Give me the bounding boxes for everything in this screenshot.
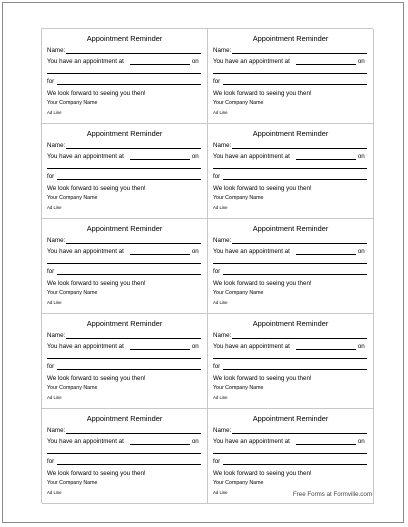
time-blank-line[interactable]: [296, 247, 356, 255]
card-title: Appointment Reminder: [86, 34, 163, 43]
for-row: [47, 266, 201, 275]
time-blank-line[interactable]: [296, 57, 356, 65]
card-title: Appointment Reminder: [252, 224, 329, 233]
on-label: on: [191, 153, 199, 160]
name-blank-line[interactable]: [232, 141, 367, 149]
card-title: Appointment Reminder: [252, 34, 329, 43]
appointment-row: [213, 436, 367, 445]
time-blank-line[interactable]: [130, 247, 190, 255]
name-label: Name:: [47, 427, 66, 434]
for-label: for: [213, 363, 221, 370]
name-label: Name:: [47, 332, 66, 339]
on-label: on: [357, 343, 365, 350]
reminder-card: [208, 219, 374, 314]
company-name: Your Company Name: [213, 290, 264, 296]
ad-line: Ad Line: [213, 395, 228, 400]
appointment-label: You have an appointment at: [213, 343, 290, 350]
for-row: [47, 361, 201, 370]
for-label: for: [213, 173, 221, 180]
ad-line: Ad Line: [213, 205, 228, 210]
for-label: for: [47, 458, 55, 465]
name-row: [47, 425, 201, 434]
card-title: Appointment Reminder: [86, 414, 163, 423]
ad-line: Ad Line: [47, 110, 62, 115]
reminder-card: [208, 29, 374, 124]
closing-message: We look forward to seeing you then!: [213, 375, 312, 382]
reminder-card: [42, 124, 208, 219]
name-row: [47, 235, 201, 244]
ad-line: Ad Line: [47, 205, 62, 210]
name-label: Name:: [47, 237, 66, 244]
on-label: on: [191, 343, 199, 350]
closing-message: We look forward to seeing you then!: [47, 470, 146, 477]
time-blank-line[interactable]: [130, 152, 190, 160]
appointment-label: You have an appointment at: [213, 153, 290, 160]
appointment-row: [47, 436, 201, 445]
appointment-label: You have an appointment at: [47, 153, 124, 160]
appointment-row: [213, 56, 367, 65]
name-label: Name:: [213, 332, 232, 339]
name-row: [213, 235, 367, 244]
card-title: Appointment Reminder: [86, 129, 163, 138]
on-label: on: [357, 438, 365, 445]
name-label: Name:: [213, 142, 232, 149]
appointment-label: You have an appointment at: [47, 58, 124, 65]
for-label: for: [47, 173, 55, 180]
appointment-label: You have an appointment at: [213, 248, 290, 255]
closing-message: We look forward to seeing you then!: [47, 280, 146, 287]
card-title: Appointment Reminder: [252, 129, 329, 138]
reminder-card: [208, 124, 374, 219]
footer-credit: Free Forms at Formville.com: [292, 491, 372, 498]
date-blank-line[interactable]: [47, 358, 201, 359]
for-label: for: [47, 363, 55, 370]
on-label: on: [357, 248, 365, 255]
name-row: [47, 140, 201, 149]
form-sheet: [2, 2, 404, 523]
date-blank-line[interactable]: [213, 358, 367, 359]
name-blank-line[interactable]: [66, 331, 201, 339]
name-blank-line[interactable]: [66, 141, 201, 149]
date-blank-line[interactable]: [213, 73, 367, 74]
for-row: [47, 171, 201, 180]
ad-line: Ad Line: [47, 395, 62, 400]
purpose-blank-line[interactable]: [57, 457, 201, 465]
appointment-label: You have an appointment at: [47, 248, 124, 255]
company-name: Your Company Name: [213, 480, 264, 486]
for-label: for: [47, 78, 55, 85]
purpose-blank-line[interactable]: [57, 267, 201, 275]
appointment-row: [47, 341, 201, 350]
time-blank-line[interactable]: [130, 342, 190, 350]
time-blank-line[interactable]: [296, 152, 356, 160]
closing-message: We look forward to seeing you then!: [213, 90, 312, 97]
on-label: on: [191, 438, 199, 445]
time-blank-line[interactable]: [130, 437, 190, 445]
time-blank-line[interactable]: [296, 342, 356, 350]
name-blank-line[interactable]: [232, 331, 367, 339]
reminder-card-grid: [41, 28, 373, 503]
purpose-blank-line[interactable]: [223, 172, 367, 180]
purpose-blank-line[interactable]: [223, 267, 367, 275]
date-blank-line[interactable]: [47, 453, 201, 454]
date-blank-line[interactable]: [213, 263, 367, 264]
name-row: [213, 45, 367, 54]
for-row: [213, 456, 367, 465]
name-label: Name:: [47, 142, 66, 149]
reminder-card: [42, 409, 208, 504]
appointment-label: You have an appointment at: [47, 438, 124, 445]
company-name: Your Company Name: [47, 480, 98, 486]
reminder-card: [42, 29, 208, 124]
closing-message: We look forward to seeing you then!: [47, 375, 146, 382]
name-blank-line[interactable]: [232, 426, 367, 434]
appointment-row: [47, 151, 201, 160]
for-label: for: [213, 458, 221, 465]
ad-line: Ad Line: [213, 490, 228, 495]
company-name: Your Company Name: [47, 100, 98, 106]
company-name: Your Company Name: [47, 290, 98, 296]
purpose-blank-line[interactable]: [223, 77, 367, 85]
closing-message: We look forward to seeing you then!: [213, 470, 312, 477]
appointment-label: You have an appointment at: [213, 438, 290, 445]
for-row: [213, 266, 367, 275]
name-row: [47, 330, 201, 339]
closing-message: We look forward to seeing you then!: [47, 90, 146, 97]
name-blank-line[interactable]: [66, 426, 201, 434]
appointment-label: You have an appointment at: [47, 343, 124, 350]
for-row: [213, 361, 367, 370]
appointment-row: [47, 56, 201, 65]
name-blank-line[interactable]: [232, 46, 367, 54]
ad-line: Ad Line: [47, 490, 62, 495]
for-row: [213, 171, 367, 180]
on-label: on: [191, 58, 199, 65]
name-blank-line[interactable]: [66, 236, 201, 244]
reminder-card: [42, 314, 208, 409]
for-label: for: [213, 268, 221, 275]
on-label: on: [357, 153, 365, 160]
date-blank-line[interactable]: [47, 168, 201, 169]
name-blank-line[interactable]: [232, 236, 367, 244]
appointment-row: [213, 246, 367, 255]
closing-message: We look forward to seeing you then!: [47, 185, 146, 192]
purpose-blank-line[interactable]: [57, 77, 201, 85]
reminder-card: [42, 219, 208, 314]
time-blank-line[interactable]: [130, 57, 190, 65]
date-blank-line[interactable]: [213, 168, 367, 169]
card-title: Appointment Reminder: [86, 319, 163, 328]
company-name: Your Company Name: [213, 385, 264, 391]
name-row: [47, 45, 201, 54]
for-row: [47, 76, 201, 85]
name-label: Name:: [213, 237, 232, 244]
date-blank-line[interactable]: [213, 453, 367, 454]
name-row: [213, 425, 367, 434]
for-label: for: [47, 268, 55, 275]
name-label: Name:: [47, 47, 66, 54]
purpose-blank-line[interactable]: [223, 457, 367, 465]
company-name: Your Company Name: [47, 195, 98, 201]
name-blank-line[interactable]: [66, 46, 201, 54]
date-blank-line[interactable]: [47, 263, 201, 264]
appointment-row: [47, 246, 201, 255]
name-label: Name:: [213, 427, 232, 434]
purpose-blank-line[interactable]: [57, 172, 201, 180]
for-row: [213, 76, 367, 85]
time-blank-line[interactable]: [296, 437, 356, 445]
ad-line: Ad Line: [47, 300, 62, 305]
ad-line: Ad Line: [213, 300, 228, 305]
closing-message: We look forward to seeing you then!: [213, 280, 312, 287]
purpose-blank-line[interactable]: [223, 362, 367, 370]
for-row: [47, 456, 201, 465]
card-title: Appointment Reminder: [252, 414, 329, 423]
appointment-row: [213, 341, 367, 350]
on-label: on: [357, 58, 365, 65]
name-row: [213, 140, 367, 149]
appointment-row: [213, 151, 367, 160]
name-row: [213, 330, 367, 339]
appointment-label: You have an appointment at: [213, 58, 290, 65]
company-name: Your Company Name: [213, 100, 264, 106]
company-name: Your Company Name: [47, 385, 98, 391]
date-blank-line[interactable]: [47, 73, 201, 74]
for-label: for: [213, 78, 221, 85]
ad-line: Ad Line: [213, 110, 228, 115]
reminder-card: [208, 314, 374, 409]
card-title: Appointment Reminder: [252, 319, 329, 328]
name-label: Name:: [213, 47, 232, 54]
reminder-card: [208, 409, 374, 504]
company-name: Your Company Name: [213, 195, 264, 201]
closing-message: We look forward to seeing you then!: [213, 185, 312, 192]
card-title: Appointment Reminder: [86, 224, 163, 233]
purpose-blank-line[interactable]: [57, 362, 201, 370]
on-label: on: [191, 248, 199, 255]
